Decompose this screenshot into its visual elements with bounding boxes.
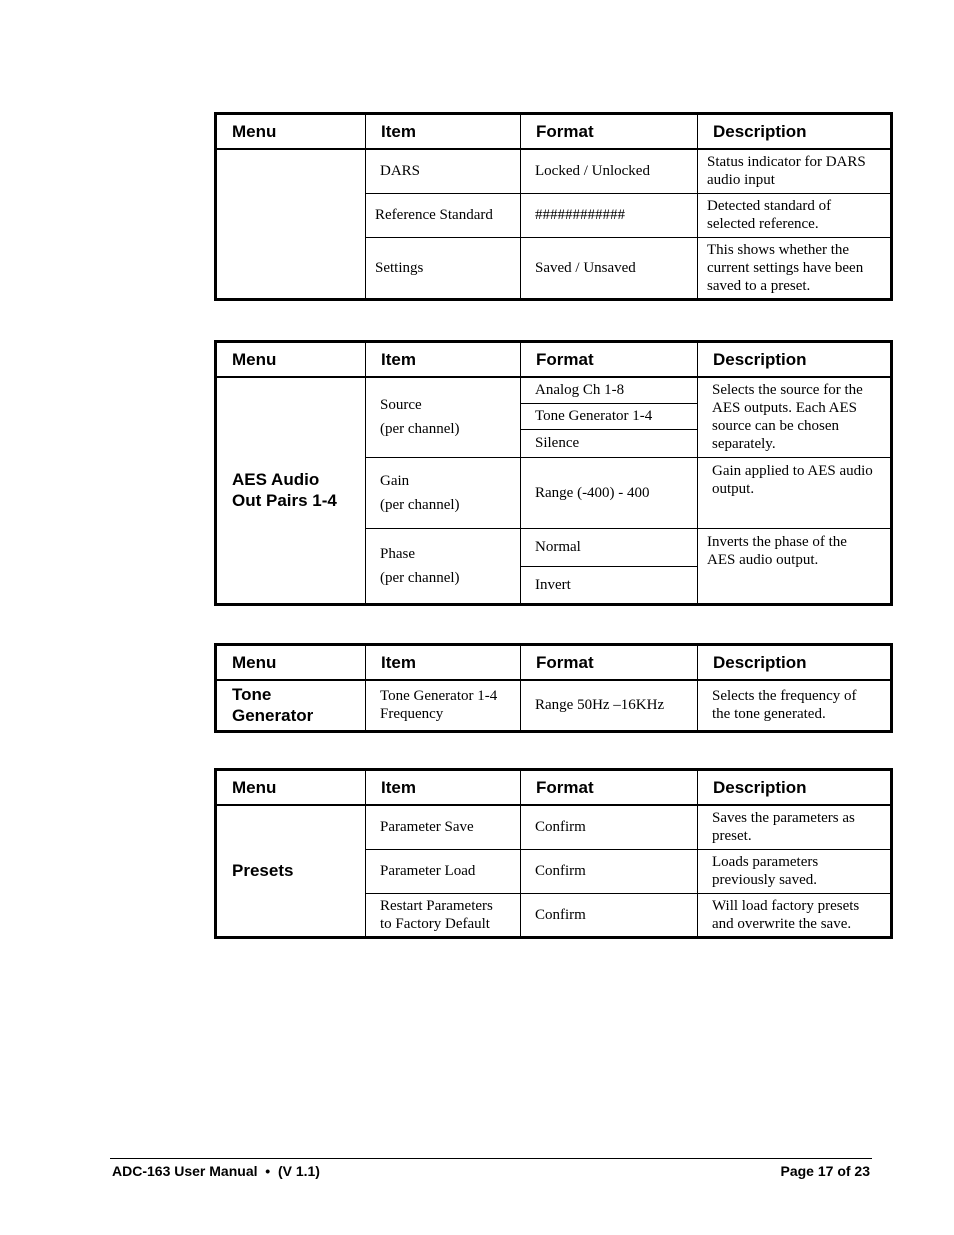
table-header	[216, 342, 892, 378]
format-cell: Range (-400) - 400	[521, 457, 698, 528]
menu-cell	[216, 149, 366, 299]
header-menu: Menu	[216, 114, 366, 150]
header-item: Item	[366, 645, 521, 681]
header-menu: Menu	[216, 645, 366, 681]
description-cell: Selects the source for the AES outputs. Each AES source can be chosen separately.	[698, 377, 892, 457]
description-cell: Saves the parameters as preset.	[698, 805, 892, 849]
menu-cell-aes-audio	[216, 377, 366, 604]
description-cell: Loads parameters previously saved.	[698, 849, 892, 893]
header-description: Description	[698, 770, 892, 806]
menu-label: Out Pairs 1-4	[232, 491, 337, 511]
table-row	[216, 805, 892, 849]
header-format: Format	[521, 645, 698, 681]
item-cell: DARS	[366, 149, 521, 193]
description-cell: Gain applied to AES audio output.	[698, 457, 892, 528]
table-row	[216, 377, 892, 403]
header-format: Format	[521, 114, 698, 150]
footer-manual-title: ADC-163 User Manual • (V 1.1)	[112, 1163, 320, 1179]
format-cell: Invert	[521, 566, 698, 604]
format-cell: Locked / Unlocked	[521, 149, 698, 193]
tone-generator-table	[214, 643, 893, 733]
item-cell: Parameter Load	[366, 849, 521, 893]
header-format: Format	[521, 342, 698, 378]
menu-label: Generator	[232, 706, 314, 726]
item-cell: Settings	[366, 237, 521, 299]
item-sublabel: (per channel)	[380, 421, 460, 438]
item-label: Gain	[380, 472, 410, 489]
item-sublabel: (per channel)	[380, 496, 460, 513]
item-cell: Restart Parameters to Factory Default	[366, 893, 521, 937]
item-label: Source	[380, 397, 422, 414]
description-cell: This shows whether the current settings have been saved to a preset.	[698, 237, 892, 299]
header-item: Item	[366, 114, 521, 150]
format-cell: Analog Ch 1-8	[521, 377, 698, 403]
header-item: Item	[366, 770, 521, 806]
format-cell: Tone Generator 1-4	[521, 403, 698, 429]
header-item: Item	[366, 342, 521, 378]
menu-label: Tone	[232, 685, 272, 705]
description-cell: Inverts the phase of the AES audio output.	[698, 528, 892, 604]
footer-divider	[110, 1158, 872, 1159]
aes-audio-table	[214, 340, 893, 606]
format-cell: Confirm	[521, 805, 698, 849]
item-cell-source	[366, 377, 521, 457]
menu-label: AES Audio	[232, 470, 320, 490]
format-cell: Confirm	[521, 849, 698, 893]
description-cell: Will load factory presets and overwrite the save.	[698, 893, 892, 937]
format-cell: Confirm	[521, 893, 698, 937]
header-description: Description	[698, 342, 892, 378]
table-row	[216, 149, 892, 193]
header-format: Format	[521, 770, 698, 806]
format-cell: ############	[521, 193, 698, 237]
format-cell: Saved / Unsaved	[521, 237, 698, 299]
item-cell-phase	[366, 528, 521, 604]
table-header	[216, 645, 892, 681]
item-sublabel: (per channel)	[380, 569, 460, 586]
header-description: Description	[698, 645, 892, 681]
description-cell: Detected standard of selected reference.	[698, 193, 892, 237]
format-cell: Silence	[521, 429, 698, 457]
presets-table	[214, 768, 893, 939]
footer-page-number: Page 17 of 23	[780, 1163, 870, 1179]
format-cell: Normal	[521, 528, 698, 566]
item-cell: Parameter Save	[366, 805, 521, 849]
description-cell: Status indicator for DARS audio input	[698, 149, 892, 193]
item-cell: Tone Generator 1-4 Frequency	[366, 680, 521, 731]
item-cell-gain	[366, 457, 521, 528]
header-menu: Menu	[216, 770, 366, 806]
table-row	[216, 680, 892, 731]
table-header	[216, 114, 892, 150]
format-cell: Range 50Hz –16KHz	[521, 680, 698, 731]
status-table	[214, 112, 893, 301]
menu-cell-presets: Presets	[216, 805, 366, 937]
description-cell: Selects the frequency of the tone generated.	[698, 680, 892, 731]
menu-cell-tone-generator	[216, 680, 366, 731]
header-description: Description	[698, 114, 892, 150]
item-label: Phase	[380, 545, 415, 562]
item-cell: Reference Standard	[366, 193, 521, 237]
table-header	[216, 770, 892, 806]
header-menu: Menu	[216, 342, 366, 378]
